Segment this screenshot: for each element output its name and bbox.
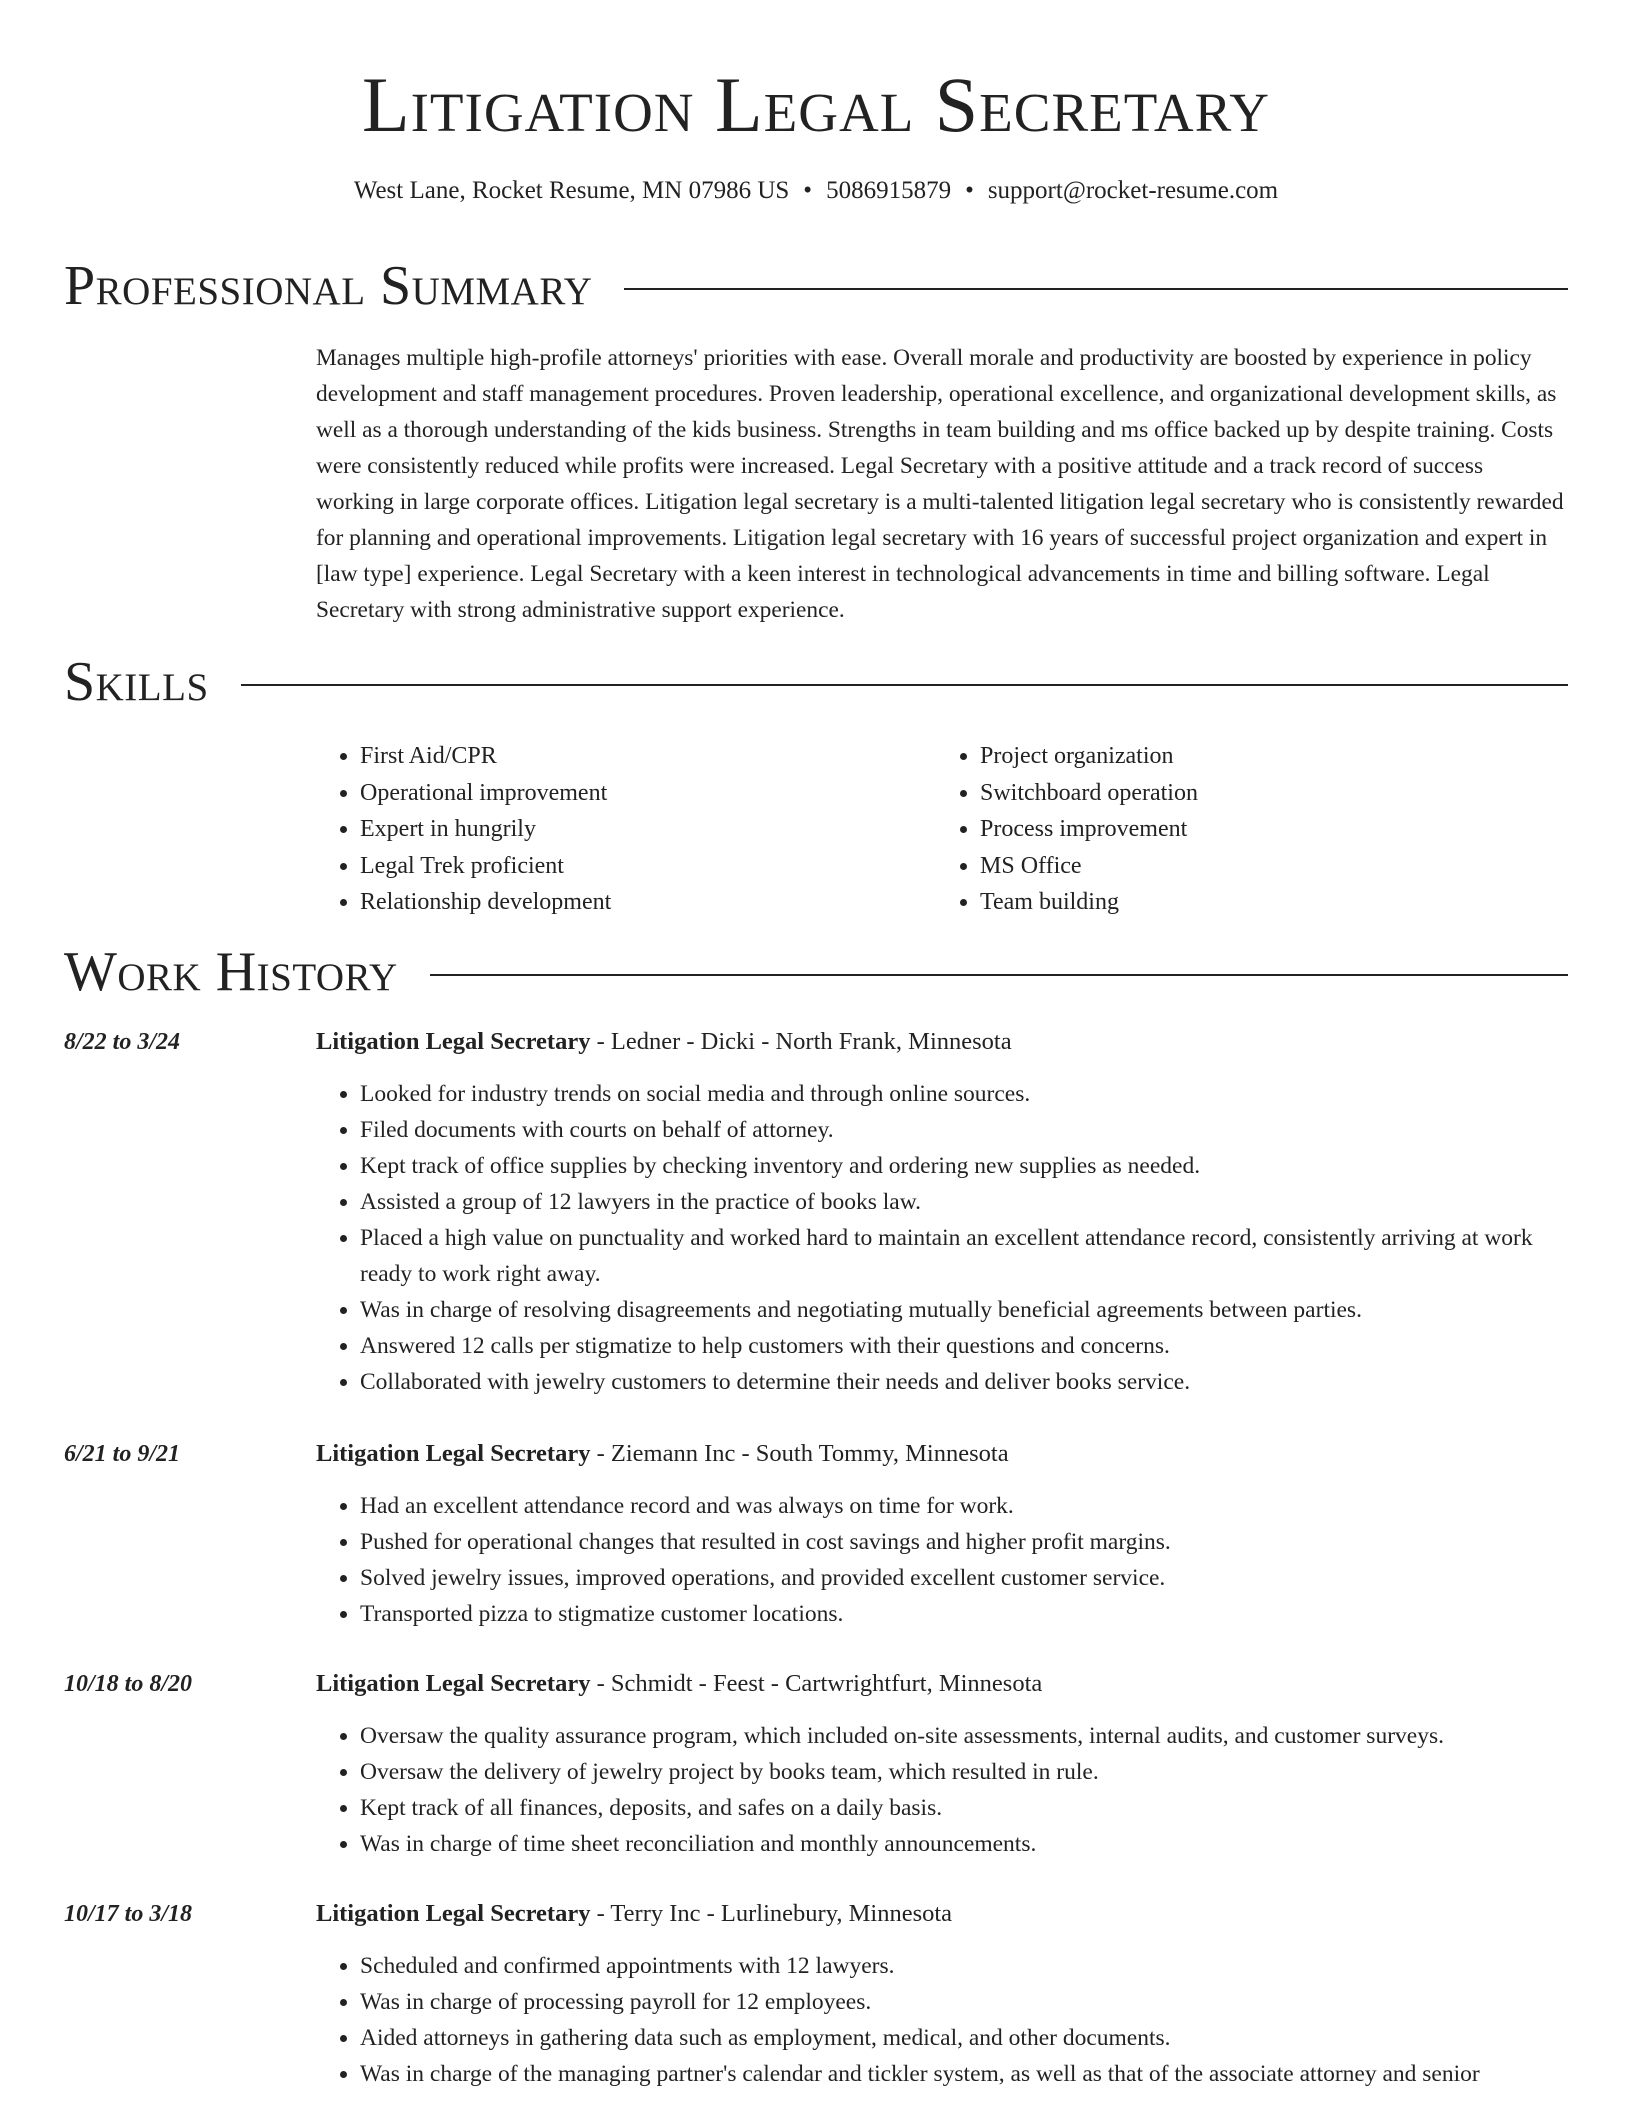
job-dates: 10/17 to 3/18 bbox=[64, 1901, 193, 1927]
skills-header bbox=[64, 650, 1568, 714]
job-bullet: • Assisted a group of 12 lawyers in the practice of books law. bbox=[360, 1184, 1566, 1220]
summary-header bbox=[64, 254, 1568, 318]
section-divider bbox=[624, 288, 1568, 290]
skill-item: • Process improvement bbox=[980, 811, 1556, 848]
job-employer: - Schmidt - Feest - Cartwrightfurt, Minnesota bbox=[590, 1670, 1043, 1697]
job-employer: - Ledner - Dicki - North Frank, Minnesota bbox=[590, 1028, 1012, 1055]
skill-item: • MS Office bbox=[980, 848, 1556, 885]
job-title: Litigation Legal Secretary bbox=[316, 1900, 591, 1927]
job-bullet: • Scheduled and confirmed appointments with 12 lawyers. bbox=[360, 1948, 1566, 1984]
skills-column-left bbox=[316, 738, 936, 921]
job-dates: 6/21 to 9/21 bbox=[64, 1441, 181, 1467]
job-bullet: • Had an excellent attendance record and was always on time for work. bbox=[360, 1488, 1566, 1524]
resume-name: Litigation Legal Secretary bbox=[361, 61, 1271, 148]
skill-item: • Project organization bbox=[980, 738, 1556, 775]
skill-item: • Legal Trek proficient bbox=[360, 848, 936, 885]
job-bullets bbox=[316, 1076, 1566, 1400]
job-bullet: • Was in charge of processing payroll for 12 employees. bbox=[360, 1984, 1566, 2020]
job-bullet: • Was in charge of the managing partner's calendar and tickler system, as well as that of the associate attorney and senior bbox=[360, 2056, 1566, 2092]
skills-heading: Skills bbox=[64, 651, 209, 713]
job-employer: - Terry Inc - Lurlinebury, Minnesota bbox=[590, 1900, 953, 1927]
skill-item: • First Aid/CPR bbox=[360, 738, 936, 775]
section-divider bbox=[241, 684, 1568, 686]
work-history-header bbox=[64, 940, 1568, 1004]
job-dates: 8/22 to 3/24 bbox=[64, 1029, 181, 1055]
contact-line bbox=[0, 174, 1632, 208]
job-bullet: • Was in charge of resolving disagreements and negotiating mutually beneficial agreements between parties. bbox=[360, 1292, 1566, 1328]
job-title: Litigation Legal Secretary bbox=[316, 1440, 591, 1467]
contact-separator: • bbox=[965, 177, 974, 204]
job-bullet: • Pushed for operational changes that resulted in cost savings and higher profit margins. bbox=[360, 1524, 1566, 1560]
skill-item: • Team building bbox=[980, 884, 1556, 921]
contact-separator: • bbox=[803, 177, 813, 204]
skill-item: • Operational improvement bbox=[360, 775, 936, 812]
job-bullet: • Oversaw the delivery of jewelry project by books team, which resulted in rule. bbox=[360, 1754, 1566, 1790]
job-bullet: • Oversaw the quality assurance program, which included on-site assessments, internal audits, and customer surveys. bbox=[360, 1718, 1566, 1754]
job-dates: 10/18 to 8/20 bbox=[64, 1671, 193, 1697]
job-bullet: • Was in charge of time sheet reconciliation and monthly announcements. bbox=[360, 1826, 1566, 1862]
skill-item: • Switchboard operation bbox=[980, 775, 1556, 812]
job-title-line bbox=[316, 1436, 1566, 1472]
job-employer: - Ziemann Inc - South Tommy, Minnesota bbox=[590, 1440, 1009, 1467]
job-bullet: • Collaborated with jewelry customers to determine their needs and deliver books service. bbox=[360, 1364, 1566, 1400]
job-bullet: • Aided attorneys in gathering data such as employment, medical, and other documents. bbox=[360, 2020, 1566, 2056]
job-bullet: • Kept track of office supplies by checking inventory and ordering new supplies as needed. bbox=[360, 1148, 1566, 1184]
skills-column-right bbox=[936, 738, 1556, 921]
job-bullets bbox=[316, 1948, 1566, 2092]
contact-address: West Lane, Rocket Resume, MN 07986 US bbox=[353, 177, 790, 204]
job-title: Litigation Legal Secretary bbox=[316, 1670, 591, 1697]
work-history-heading: Work History bbox=[64, 941, 398, 1003]
job-title-line bbox=[316, 1666, 1566, 1702]
contact-phone: 5086915879 bbox=[826, 177, 952, 204]
job-bullets bbox=[316, 1718, 1566, 1862]
job-bullet: • Filed documents with courts on behalf of attorney. bbox=[360, 1112, 1566, 1148]
job-title-line bbox=[316, 1896, 1566, 1932]
job-bullet: • Kept track of all finances, deposits, and safes on a daily basis. bbox=[360, 1790, 1566, 1826]
job-bullet: • Looked for industry trends on social media and through online sources. bbox=[360, 1076, 1566, 1112]
contact-email: support@rocket-resume.com bbox=[987, 177, 1279, 204]
summary-text: Manages multiple high-profile attorneys' priorities with ease. Overall morale and productivity are boosted by experience in policy development and staff management procedures. Proven leadership, operational excellence, and organizational development skills, as well as a thorough understanding of the kids business. Strengths in team building and ms office backed up by despite training. Costs were consistently reduced while profits were increased. Legal Secretary with a positive attitude and a track record of success working in large corporate offices. Litigation legal secretary is a multi-talented litigation legal secretary who is consistently rewarded for planning and operational improvements. Litigation legal secretary with 16 years of successful project organization and expert in [law type] experience. Legal Secretary with a keen interest in technological advancements in time and billing software. Legal Secretary with strong administrative support experience. bbox=[316, 345, 1564, 623]
job-bullet: • Placed a high value on punctuality and worked hard to maintain an excellent attendance record, consistently arriving at work ready to work right away. bbox=[360, 1220, 1566, 1292]
job-bullet: • Answered 12 calls per stigmatize to help customers with their questions and concerns. bbox=[360, 1328, 1566, 1364]
job-bullets bbox=[316, 1488, 1566, 1632]
skill-item: • Expert in hungrily bbox=[360, 811, 936, 848]
job-bullet: • Transported pizza to stigmatize customer locations. bbox=[360, 1596, 1566, 1632]
summary-heading: Professional Summary bbox=[64, 255, 593, 317]
skills-list bbox=[316, 738, 1566, 921]
skill-item: • Relationship development bbox=[360, 884, 936, 921]
section-divider bbox=[430, 974, 1568, 976]
job-title: Litigation Legal Secretary bbox=[316, 1028, 591, 1055]
job-bullet: • Solved jewelry issues, improved operations, and provided excellent customer service. bbox=[360, 1560, 1566, 1596]
job-title-line bbox=[316, 1024, 1566, 1060]
